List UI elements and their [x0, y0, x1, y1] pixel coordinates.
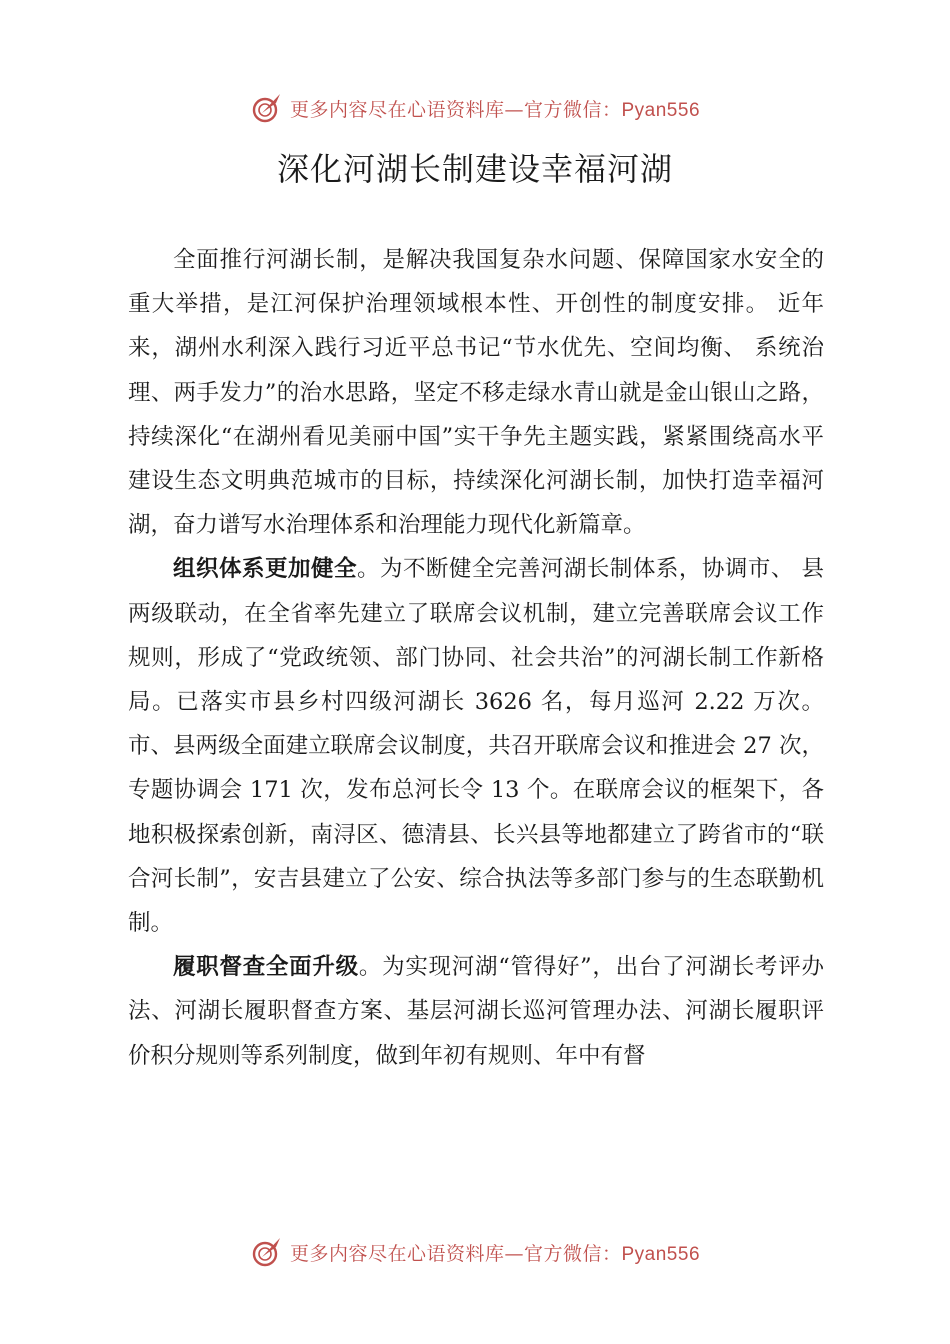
paragraph-lead: 组织体系更加健全: [173, 556, 357, 583]
paragraph-text: 。为实现河湖“管得好”，出台了河湖长考评办法、河湖长履职督查方案、基层河湖长巡河管理办法、河湖长履职评价积分规则等系列制度，做到年初有规则、年中有督: [128, 954, 824, 1069]
paragraph-lead: 履职督查全面升级: [173, 954, 359, 981]
quill-seal-icon: [250, 91, 284, 125]
watermark-text: 更多内容尽在心语资料库—官方微信：Pyan556: [289, 1242, 701, 1265]
watermark-footer: [0, 1232, 950, 1272]
watermark-account: Pyan556: [621, 1243, 701, 1265]
paragraph-intro: [128, 238, 824, 547]
quill-seal-icon: [250, 1235, 284, 1269]
watermark-account: Pyan556: [621, 99, 701, 121]
page-title: 深化河湖长制建设幸福河湖: [276, 150, 673, 188]
paragraph-text: 全面推行河湖长制，是解决我国复杂水问题、保障国家水安全的重大举措，是江河保护治理领域根本性、开创性的制度安排。 近年来，湖州水利深入践行习近平总书记“节水优先、空间均衡、 系统治理、两手发力”的治水思路，坚定不移走绿水青山就是金山银山之路，持续深化“在湖州看见美丽中国”实干争先主题实践，紧紧围绕高水平建设生态文明典范城市的目标，持续深化河湖长制，加快打造幸福河湖，奋力谱写水治理体系和治理能力现代化新篇章。: [128, 247, 824, 539]
watermark-text: 更多内容尽在心语资料库—官方微信：Pyan556: [289, 98, 701, 121]
article-body: [128, 238, 824, 1078]
paragraph-text: 。为不断健全完善河湖长制体系，协调市、 县两级联动，在全省率先建立了联席会议机制，建立完善联席会议工作规则，形成了“党政统领、部门协同、社会共治”的河湖长制工作新格局。已落实市县乡村四级河湖长 3626 名，每月巡河 2.22 万次。市、县两级全面建立联席会议制度，共召开联席会议和推进会 27 次，专题协调会 171 次，发布总河长令 13 个。在联席会议的框架下，各地积极探索创新，南浔区、德清县、长兴县等地都建立了跨省市的“联合河长制”，安吉县建立了公安、综合执法等多部门参与的生态联勤机制。: [128, 556, 824, 937]
paragraph-supervision: [128, 945, 824, 1078]
paragraph-organization: [128, 547, 824, 945]
watermark-header: [0, 88, 950, 128]
